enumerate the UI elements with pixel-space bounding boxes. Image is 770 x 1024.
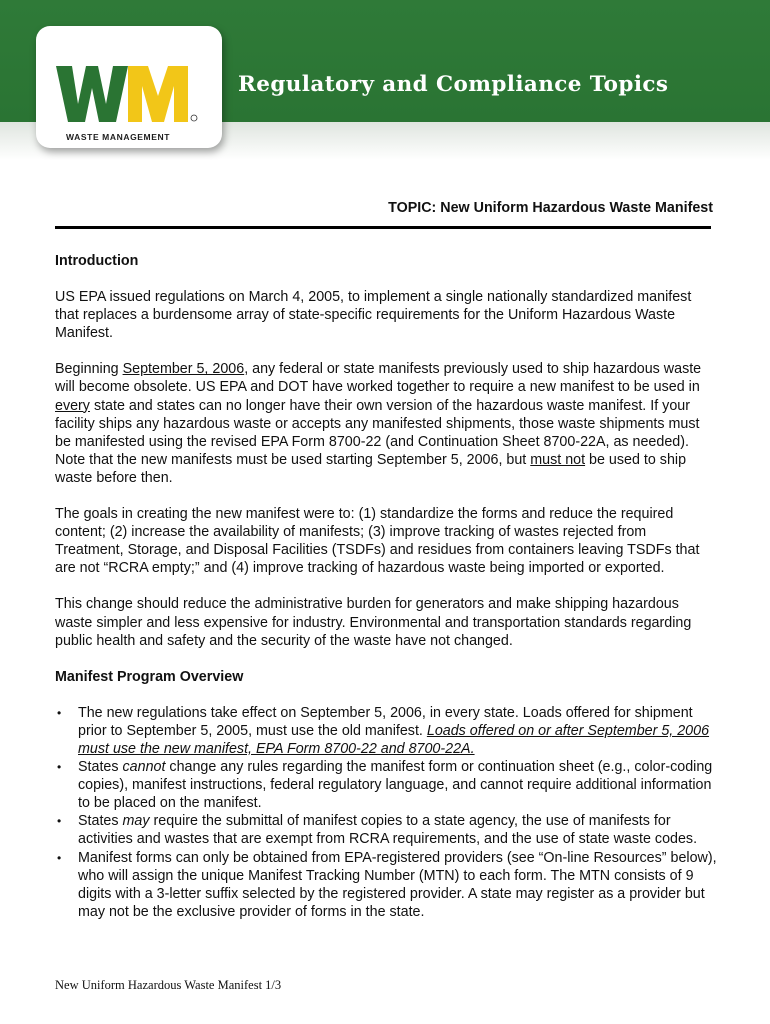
bullet-icon: • xyxy=(57,850,62,865)
wm-logo xyxy=(36,26,222,148)
p2-text-b: , any federal or state manifests previously used to ship hazardous waste will become obsolete. US EPA and DOT have worked together to require a new manifest to be used in xyxy=(55,361,702,396)
bullet-3-text-b: require the submittal of manifest copies to a state agency, the use of manifests for activities and wastes that are exempt from RCRA requirements, and the use of state waste codes. xyxy=(78,813,698,848)
bullet-2-emphasis: cannot xyxy=(122,759,166,776)
intro-heading: Introduction xyxy=(55,253,139,269)
overview-heading: Manifest Program Overview xyxy=(55,668,244,685)
bullet-3-emphasis: may xyxy=(122,813,150,830)
list-item xyxy=(55,704,717,758)
bullet-2-text-a: States xyxy=(78,759,123,776)
p2-text-c: state and states can no longer have their own version of the hazardous waste manifest. If your facility ships any hazardous waste or accepts any manifested shipments, those waste shipments must be manifested using the revised EPA Form 8700-22 (and Continuation Sheet 8700-22A, as needed). Note that the new manifests must be used starting September 5, 2006, but xyxy=(55,397,700,468)
intro-paragraph-2 xyxy=(55,360,717,487)
topic-divider xyxy=(55,226,711,229)
header-banner xyxy=(0,0,770,160)
list-item xyxy=(55,812,717,848)
bullet-2-text-b: change any rules regarding the manifest form or continuation sheet (e.g., color-coding copies), manifest instructions, federal regulatory language, and cannot require additional information to be placed on the manifest. xyxy=(78,759,713,812)
wm-logo-mark xyxy=(56,64,206,126)
bullet-1-emphasis: Loads offered on or after September 5, 2006 must use the new manifest, EPA Form 8700-22 and 8700-22A. xyxy=(78,722,710,757)
intro-paragraph-3: The goals in creating the new manifest were to: (1) standardize the forms and reduce the required content; (2) increase the availability of manifests; (3) improve tracking of wastes rejected from Treatment, Storage, and Disposal Facilities (TSDFs) and residues from containers leaving TSDFs that are not “RCRA empty;” and (4) improve tracking of hazardous waste being imported or exported. xyxy=(55,506,700,577)
banner-title: Regulatory and Compliance Topics xyxy=(238,72,669,97)
bullet-4-text: Manifest forms can only be obtained from EPA-registered providers (see “On-line Resources” below), who will assign the unique Manifest Tracking Number (MTN) to each form. The MTN consists of 9 digits with a 3-letter suffix selected by the registered provider. A state may register as a provider but may not be the exclusive provider of forms in the state. xyxy=(78,849,717,920)
p2-text-d: be used to ship waste before then. xyxy=(55,451,687,486)
bullet-1-text: The new regulations take effect on September 5, 2006, in every state. Loads offered for shipment prior to September 5, 2005, must use the old manifest. xyxy=(78,704,693,739)
logo-wordmark: WASTE MANAGEMENT xyxy=(66,132,171,142)
bullet-3-text-a: States xyxy=(78,813,123,830)
bullet-icon: • xyxy=(57,705,62,720)
list-item xyxy=(55,758,717,812)
document-body xyxy=(55,252,717,921)
overview-list xyxy=(55,704,717,921)
bullet-icon: • xyxy=(57,814,62,829)
page-footer: New Uniform Hazardous Waste Manifest 1/3 xyxy=(55,978,282,992)
p2-date: September 5, 2006 xyxy=(122,361,245,378)
p2-must-not: must not xyxy=(530,451,586,468)
list-item xyxy=(55,849,717,921)
p2-every: every xyxy=(55,397,90,414)
topic-heading: TOPIC: New Uniform Hazardous Waste Manifest xyxy=(388,200,713,216)
bullet-icon: • xyxy=(57,760,62,775)
intro-paragraph-4: This change should reduce the administrative burden for generators and make shipping hazardous waste simpler and less expensive for industry. Environmental and transportation standards regarding public health and safety and the security of the waste have not changed. xyxy=(55,596,692,649)
p2-text-a: Beginning xyxy=(55,361,123,378)
intro-paragraph-1: US EPA issued regulations on March 4, 2005, to implement a single nationally standardized manifest that replaces a burdensome array of state-specific requirements for the Uniform Hazardous Waste Manifest. xyxy=(55,289,692,342)
